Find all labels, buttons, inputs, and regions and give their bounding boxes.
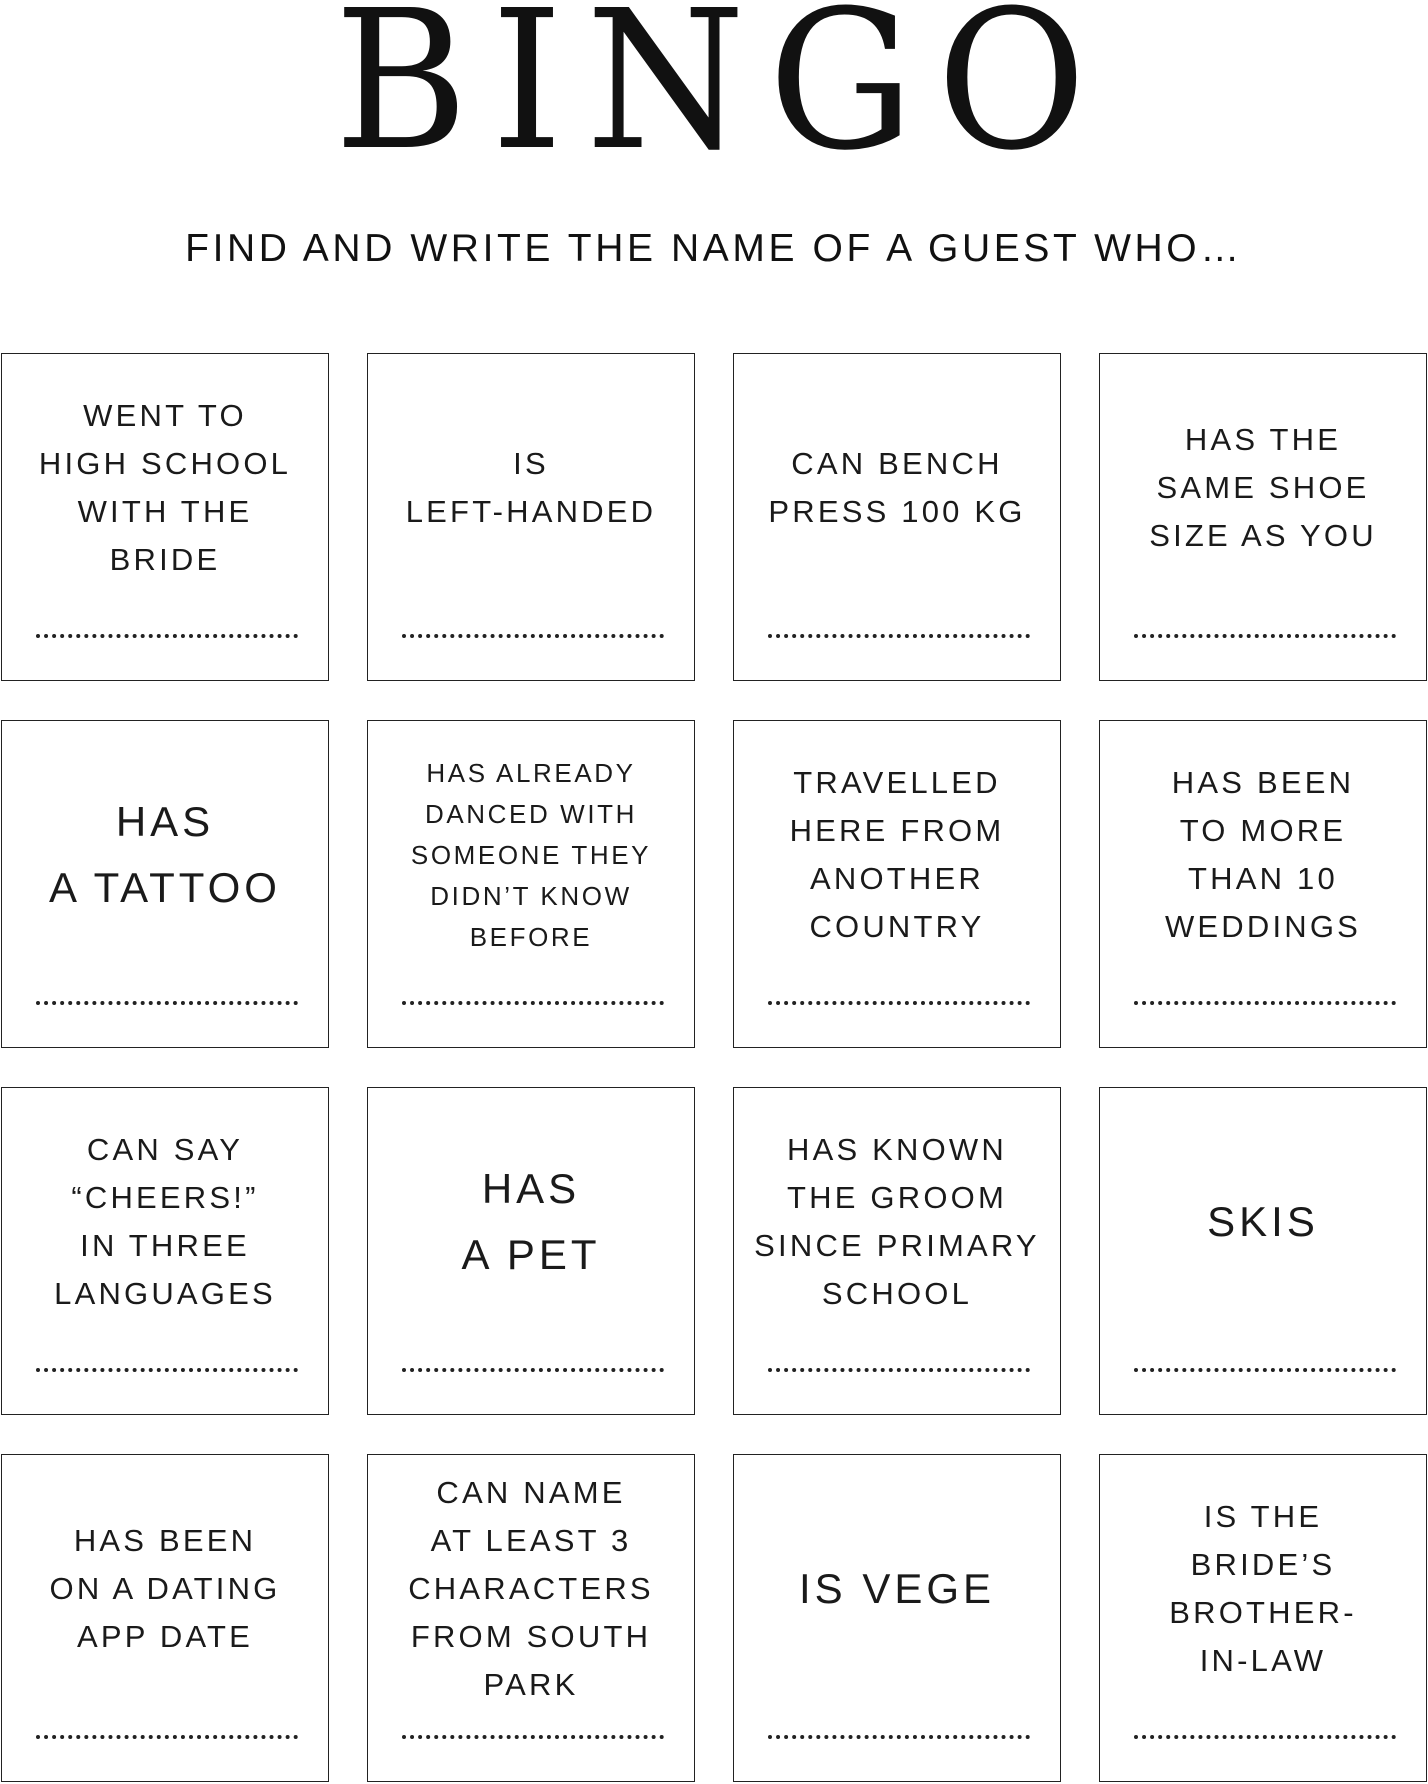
square-prompt: HAS BEEN TO MORE THAN 10 WEDDINGS: [1164, 765, 1362, 944]
bingo-grid: [1, 353, 1427, 1782]
bingo-square[interactable]: [733, 1454, 1061, 1782]
bingo-square[interactable]: [1099, 1454, 1427, 1782]
square-prompt: CAN SAY “CHEERS!” IN THREE LANGUAGES: [54, 1132, 276, 1311]
bingo-square[interactable]: [1099, 1087, 1427, 1415]
name-write-line[interactable]: [1134, 1368, 1396, 1372]
bingo-square[interactable]: [1099, 720, 1427, 1048]
bingo-square[interactable]: [1099, 353, 1427, 681]
bingo-square[interactable]: [367, 720, 695, 1048]
square-prompt: CAN NAME AT LEAST 3 CHARACTERS FROM SOUTH PARK: [408, 1475, 654, 1702]
instructions: FIND AND WRITE THE NAME OF A GUEST WHO…: [185, 227, 1243, 270]
name-write-line[interactable]: [402, 1735, 664, 1739]
name-write-line[interactable]: [36, 1735, 298, 1739]
bingo-square[interactable]: [367, 1087, 695, 1415]
name-write-line[interactable]: [402, 634, 664, 638]
bingo-square[interactable]: [1, 1087, 329, 1415]
square-prompt: HAS A TATTOO: [49, 798, 281, 911]
square-prompt: HAS BEEN ON A DATING APP DATE: [49, 1523, 281, 1654]
square-prompt: WENT TO HIGH SCHOOL WITH THE BRIDE: [38, 398, 292, 577]
bingo-square[interactable]: [733, 353, 1061, 681]
name-write-line[interactable]: [768, 1735, 1030, 1739]
square-prompt: TRAVELLED HERE FROM ANOTHER COUNTRY: [789, 765, 1005, 944]
name-write-line[interactable]: [36, 1001, 298, 1005]
bingo-square[interactable]: [367, 1454, 695, 1782]
square-prompt: SKIS: [1207, 1198, 1319, 1245]
square-prompt: CAN BENCH PRESS 100 KG: [768, 446, 1026, 529]
page-title: BINGO: [334, 0, 1110, 193]
name-write-line[interactable]: [1134, 1735, 1396, 1739]
bingo-square[interactable]: [1, 720, 329, 1048]
square-prompt: IS THE BRIDE’S BROTHER- IN-LAW: [1169, 1499, 1357, 1678]
bingo-square[interactable]: [367, 353, 695, 681]
square-prompt: HAS A PET: [461, 1165, 601, 1278]
name-write-line[interactable]: [768, 1368, 1030, 1372]
name-write-line[interactable]: [1134, 634, 1396, 638]
name-write-line[interactable]: [36, 634, 298, 638]
name-write-line[interactable]: [36, 1368, 298, 1372]
square-prompt: HAS ALREADY DANCED WITH SOMEONE THEY DIDN’T KNOW BEFORE: [410, 757, 652, 952]
bingo-square[interactable]: [733, 720, 1061, 1048]
name-write-line[interactable]: [768, 1001, 1030, 1005]
bingo-square[interactable]: [1, 353, 329, 681]
name-write-line[interactable]: [768, 634, 1030, 638]
name-write-line[interactable]: [402, 1368, 664, 1372]
square-prompt: HAS KNOWN THE GROOM SINCE PRIMARY SCHOOL: [754, 1132, 1040, 1311]
square-prompt: IS VEGE: [798, 1565, 996, 1612]
square-prompt: IS LEFT-HANDED: [405, 446, 657, 529]
name-write-line[interactable]: [1134, 1001, 1396, 1005]
name-write-line[interactable]: [402, 1001, 664, 1005]
bingo-square[interactable]: [1, 1454, 329, 1782]
square-prompt: HAS THE SAME SHOE SIZE AS YOU: [1149, 422, 1377, 553]
bingo-square[interactable]: [733, 1087, 1061, 1415]
